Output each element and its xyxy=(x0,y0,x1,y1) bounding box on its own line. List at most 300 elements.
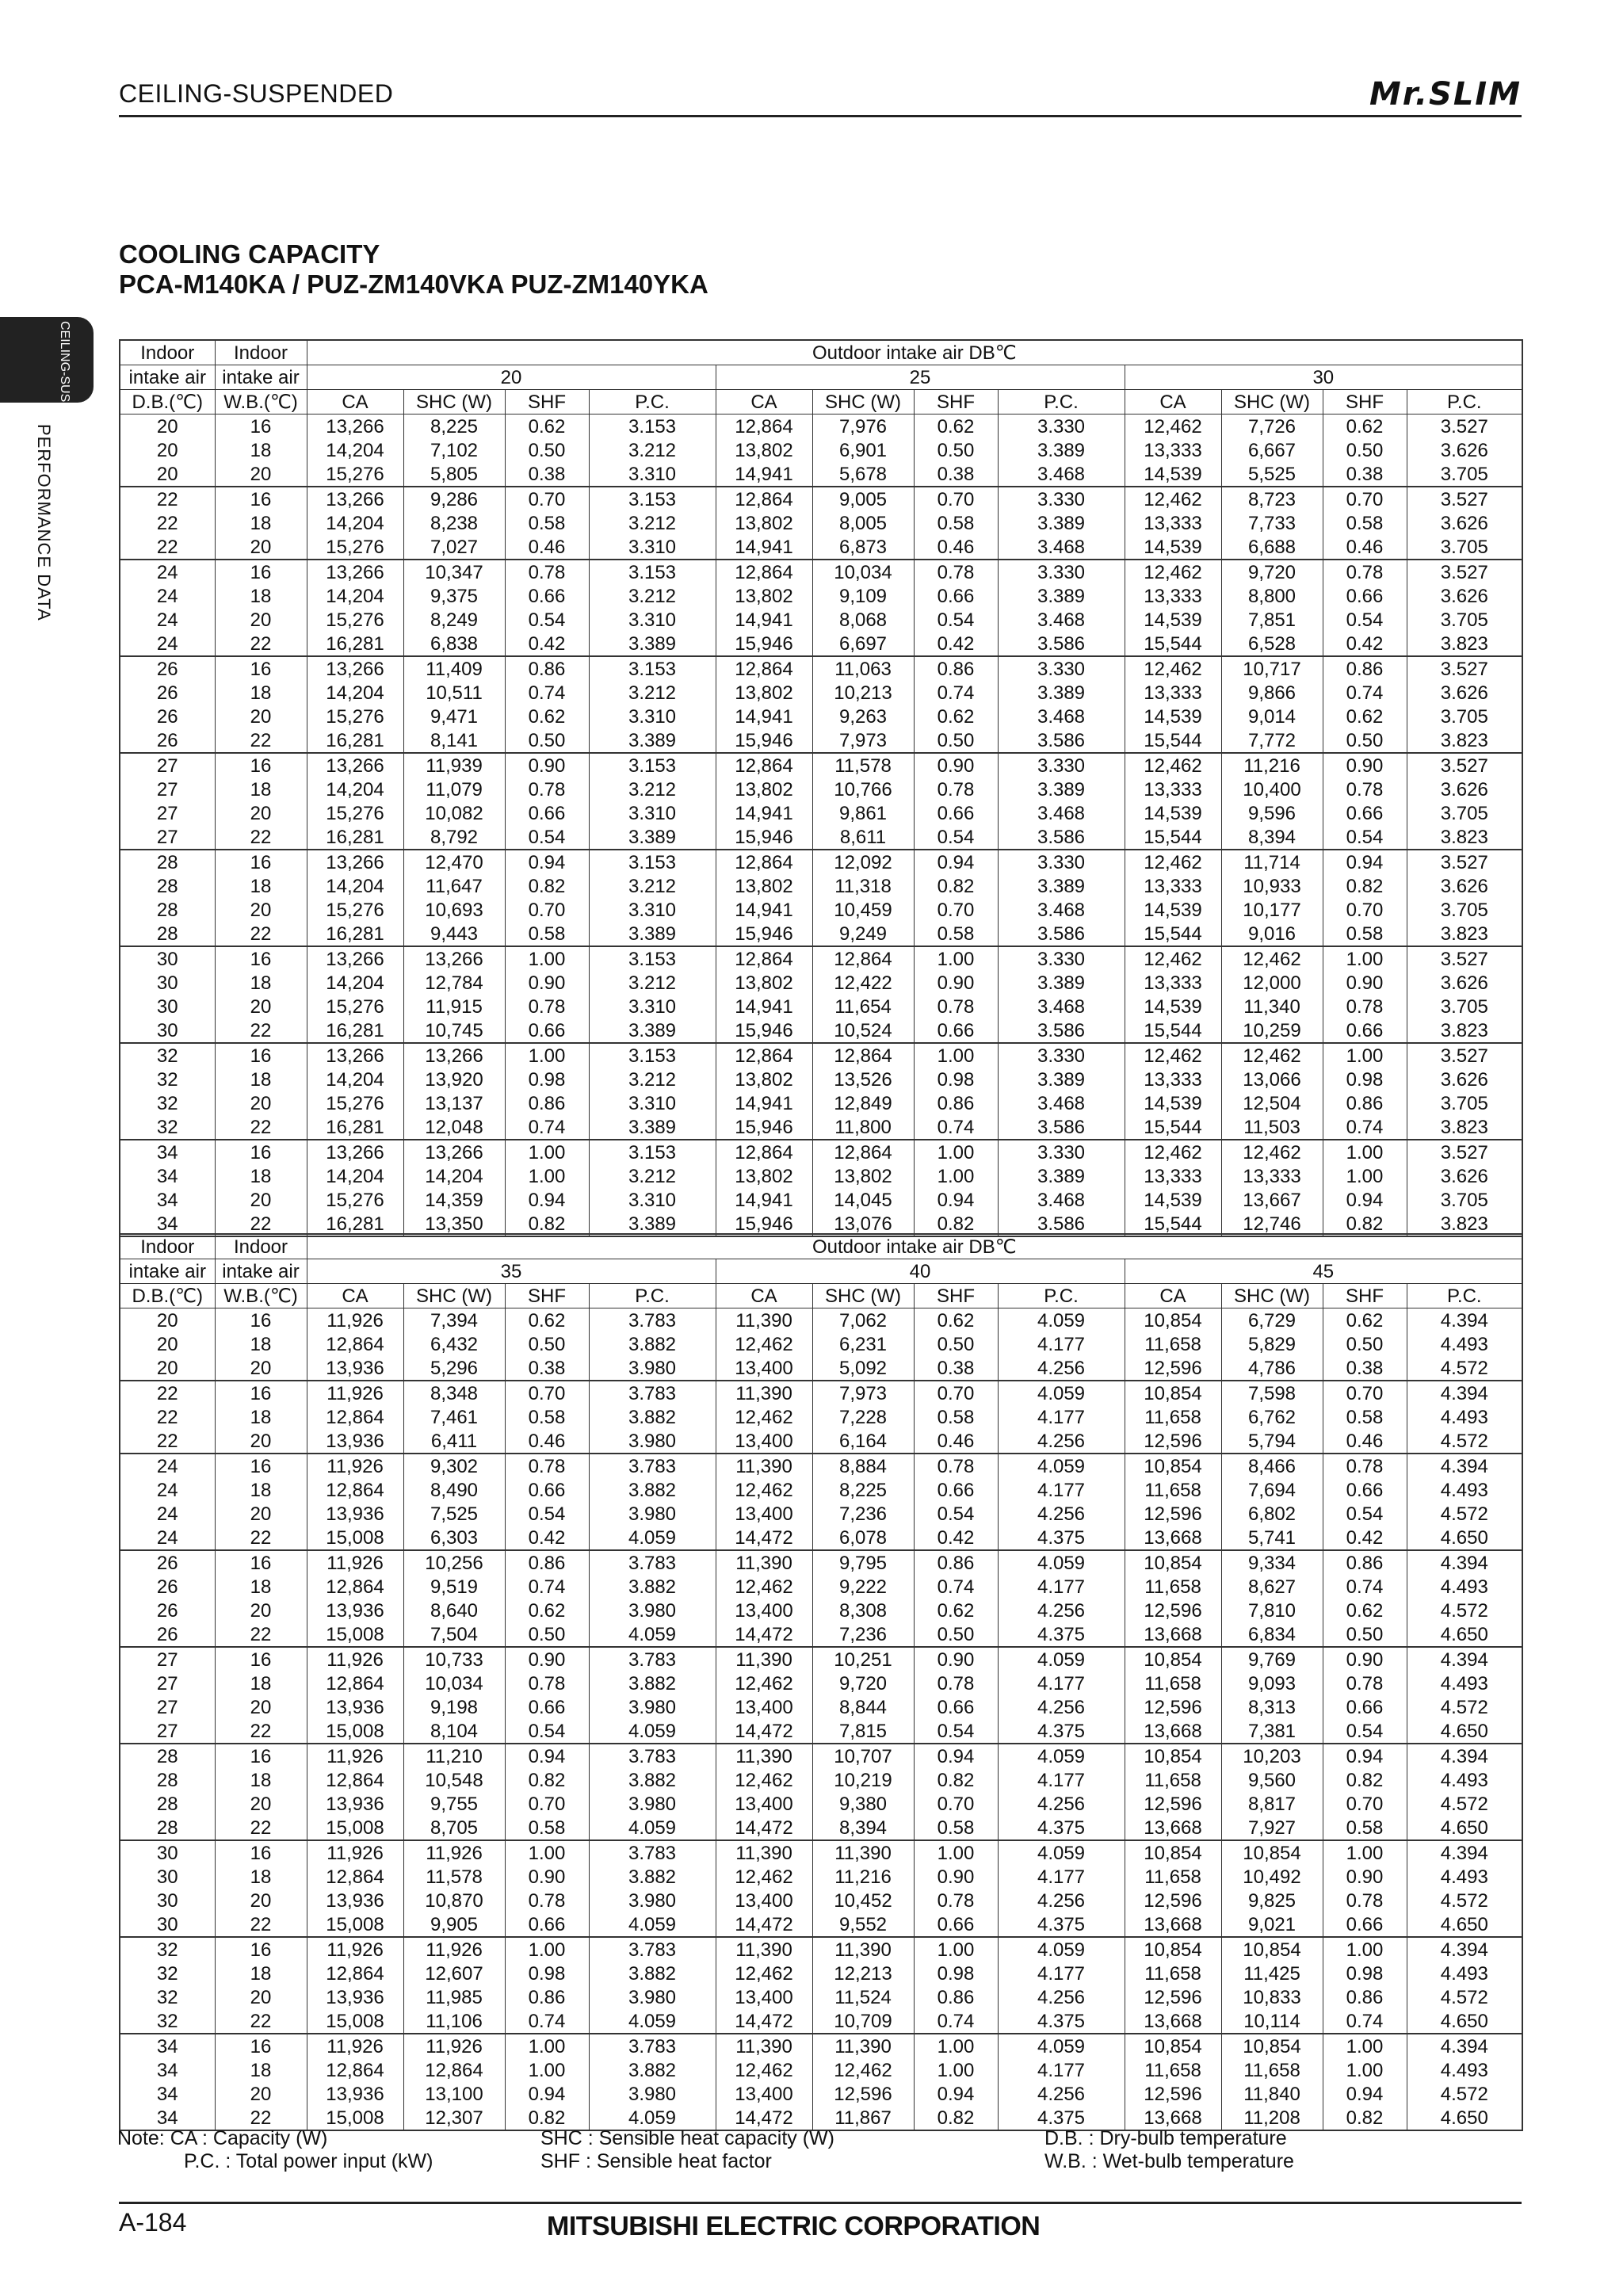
table-cell: 1.00 xyxy=(914,1140,998,1164)
table-cell: 10,854 xyxy=(1125,1381,1221,1405)
table-cell: 11,106 xyxy=(403,2009,505,2034)
table-cell: 4.375 xyxy=(998,1719,1125,1744)
table-cell: 0.50 xyxy=(505,728,589,753)
header-outdoor-temp: 45 xyxy=(1125,1259,1522,1284)
table-cell: 15,276 xyxy=(307,898,403,922)
table-cell: 9,286 xyxy=(403,487,505,511)
table-cell: 15,276 xyxy=(307,535,403,560)
table-cell: 3.823 xyxy=(1407,922,1522,946)
table-cell: 15,276 xyxy=(307,462,403,487)
table-cell: 15,008 xyxy=(307,1622,403,1647)
table-cell: 12,000 xyxy=(1221,971,1323,995)
table-cell: 4.394 xyxy=(1407,1454,1522,1478)
table-cell: 11,658 xyxy=(1125,1575,1221,1599)
table-cell: 10,219 xyxy=(812,1768,914,1792)
table-cell: 32 xyxy=(120,2009,215,2034)
table-cell: 3.980 xyxy=(589,1889,716,1912)
table-cell: 18 xyxy=(215,2058,307,2082)
table-cell: 8,249 xyxy=(403,608,505,632)
table-row xyxy=(120,1744,1522,1768)
table-cell: 0.74 xyxy=(505,1575,589,1599)
table-cell: 0.58 xyxy=(914,1405,998,1429)
table-cell: 0.82 xyxy=(505,2106,589,2130)
table-cell: 18 xyxy=(215,1164,307,1188)
table-cell: 12,470 xyxy=(403,850,505,874)
table-cell: 14,204 xyxy=(403,1164,505,1188)
table-cell: 4.650 xyxy=(1407,1526,1522,1550)
table-cell: 27 xyxy=(120,1719,215,1744)
table-cell: 14,204 xyxy=(307,1164,403,1188)
table-cell: 11,409 xyxy=(403,656,505,681)
table-cell: 20 xyxy=(215,1429,307,1454)
table-cell: 11,926 xyxy=(307,1937,403,1962)
table-cell: 9,109 xyxy=(812,584,914,608)
table-cell: 3.310 xyxy=(589,1091,716,1115)
table-cell: 3.310 xyxy=(589,1188,716,1212)
table-cell: 1.00 xyxy=(1323,1164,1407,1188)
table-cell: 3.823 xyxy=(1407,1115,1522,1140)
table-cell: 26 xyxy=(120,705,215,728)
table-cell: 3.980 xyxy=(589,1429,716,1454)
table-cell: 13,668 xyxy=(1125,1719,1221,1744)
table-cell: 0.86 xyxy=(1323,1091,1407,1115)
table-cell: 0.38 xyxy=(505,1356,589,1381)
table-row xyxy=(120,777,1522,801)
table-cell: 15,008 xyxy=(307,2009,403,2034)
table-cell: 16 xyxy=(215,753,307,777)
table-cell: 7,976 xyxy=(812,415,914,439)
table-cell: 13,802 xyxy=(716,971,812,995)
table-row xyxy=(120,438,1522,462)
table-cell: 14,539 xyxy=(1125,462,1221,487)
header-col: SHC (W) xyxy=(812,390,914,415)
table-cell: 11,926 xyxy=(307,1550,403,1575)
table-cell: 0.94 xyxy=(1323,1188,1407,1212)
table-cell: 10,511 xyxy=(403,681,505,705)
table-cell: 3.468 xyxy=(998,705,1125,728)
table-cell: 13,668 xyxy=(1125,1816,1221,1840)
table-cell: 14,359 xyxy=(403,1188,505,1212)
table-cell: 12,864 xyxy=(403,2058,505,2082)
table-cell: 4.394 xyxy=(1407,1308,1522,1333)
table-cell: 14,539 xyxy=(1125,705,1221,728)
table-cell: 0.46 xyxy=(914,535,998,560)
table-cell: 4.256 xyxy=(998,2082,1125,2106)
table-cell: 15,008 xyxy=(307,1526,403,1550)
header-col: CA xyxy=(716,1284,812,1308)
table-cell: 0.38 xyxy=(1323,1356,1407,1381)
table-row xyxy=(120,1405,1522,1429)
table-cell: 6,164 xyxy=(812,1429,914,1454)
table-cell: 0.94 xyxy=(505,1188,589,1212)
table-cell: 13,333 xyxy=(1125,584,1221,608)
table-cell: 4.177 xyxy=(998,1405,1125,1429)
table-cell: 14,941 xyxy=(716,1091,812,1115)
header-col: CA xyxy=(716,390,812,415)
table-cell: 3.783 xyxy=(589,1550,716,1575)
table-cell: 20 xyxy=(215,995,307,1018)
table-cell: 12,462 xyxy=(1125,487,1221,511)
table-cell: 0.62 xyxy=(505,415,589,439)
table-cell: 34 xyxy=(120,2058,215,2082)
table-cell: 0.82 xyxy=(505,874,589,898)
table-cell: 12,864 xyxy=(307,1575,403,1599)
table-cell: 0.90 xyxy=(914,971,998,995)
table-cell: 0.86 xyxy=(914,1985,998,2009)
table-cell: 0.66 xyxy=(914,1912,998,1937)
table-cell: 0.50 xyxy=(505,1332,589,1356)
table-cell: 4.256 xyxy=(998,1889,1125,1912)
table-row xyxy=(120,560,1522,584)
table-cell: 4.394 xyxy=(1407,1550,1522,1575)
table-cell: 16 xyxy=(215,487,307,511)
table-cell: 10,854 xyxy=(1221,2034,1323,2058)
table-cell: 15,544 xyxy=(1125,1115,1221,1140)
table-cell: 18 xyxy=(215,1068,307,1091)
table-cell: 8,225 xyxy=(403,415,505,439)
header-col: SHC (W) xyxy=(1221,1284,1323,1308)
table-cell: 12,462 xyxy=(1125,656,1221,681)
table-cell: 15,946 xyxy=(716,1018,812,1043)
table-cell: 12,462 xyxy=(716,1478,812,1502)
table-cell: 16 xyxy=(215,1381,307,1405)
header-indoor-db: Indoor xyxy=(120,1234,215,1259)
table-cell: 3.705 xyxy=(1407,462,1522,487)
table-cell: 3.882 xyxy=(589,1962,716,1985)
table-cell: 0.78 xyxy=(914,1671,998,1695)
table-cell: 3.980 xyxy=(589,1792,716,1816)
table-row xyxy=(120,1647,1522,1671)
table-cell: 16 xyxy=(215,1744,307,1768)
table-cell: 13,333 xyxy=(1125,438,1221,462)
table-cell: 4.572 xyxy=(1407,1695,1522,1719)
table-cell: 14,941 xyxy=(716,608,812,632)
table-cell: 1.00 xyxy=(1323,1043,1407,1068)
table-cell: 7,236 xyxy=(812,1502,914,1526)
table-cell: 7,694 xyxy=(1221,1478,1323,1502)
table-cell: 3.389 xyxy=(998,584,1125,608)
table-cell: 0.42 xyxy=(1323,632,1407,656)
table-cell: 9,769 xyxy=(1221,1647,1323,1671)
table-cell: 0.86 xyxy=(914,1550,998,1575)
table-cell: 0.78 xyxy=(914,777,998,801)
table-cell: 0.90 xyxy=(505,753,589,777)
table-cell: 0.50 xyxy=(1323,438,1407,462)
table-cell: 0.78 xyxy=(505,1889,589,1912)
table-cell: 9,375 xyxy=(403,584,505,608)
table-cell: 13,350 xyxy=(403,1212,505,1236)
header-col: SHF xyxy=(1323,1284,1407,1308)
table-row xyxy=(120,1381,1522,1405)
header-col: SHF xyxy=(1323,390,1407,415)
table-cell: 20 xyxy=(215,801,307,825)
table-cell: 0.78 xyxy=(1323,777,1407,801)
table-cell: 3.783 xyxy=(589,2034,716,2058)
table-row xyxy=(120,1912,1522,1937)
table-cell: 20 xyxy=(215,1695,307,1719)
table-cell: 0.86 xyxy=(1323,1985,1407,2009)
table-cell: 1.00 xyxy=(914,2058,998,2082)
table-row xyxy=(120,1091,1522,1115)
table-cell: 13,137 xyxy=(403,1091,505,1115)
table-cell: 15,276 xyxy=(307,705,403,728)
table-cell: 11,503 xyxy=(1221,1115,1323,1140)
table-cell: 4.256 xyxy=(998,1429,1125,1454)
brand-logo: Mr.SLIM xyxy=(1369,76,1522,113)
table-cell: 3.212 xyxy=(589,511,716,535)
table-cell: 15,008 xyxy=(307,1816,403,1840)
table-cell: 11,985 xyxy=(403,1985,505,2009)
table-cell: 3.153 xyxy=(589,850,716,874)
table-cell: 0.94 xyxy=(1323,2082,1407,2106)
table-cell: 4.375 xyxy=(998,2106,1125,2130)
table-cell: 10,213 xyxy=(812,681,914,705)
header-wb: W.B.(℃) xyxy=(215,390,307,415)
side-tab xyxy=(0,317,94,403)
table-cell: 0.58 xyxy=(505,1816,589,1840)
table-cell: 1.00 xyxy=(505,1043,589,1068)
table-row xyxy=(120,1599,1522,1622)
header-col: SHF xyxy=(505,390,589,415)
table-cell: 4.177 xyxy=(998,1671,1125,1695)
table-cell: 18 xyxy=(215,1478,307,1502)
table-cell: 3.153 xyxy=(589,415,716,439)
table-cell: 13,266 xyxy=(403,946,505,971)
table-cell: 13,266 xyxy=(307,1043,403,1068)
table-cell: 3.980 xyxy=(589,1695,716,1719)
table-cell: 30 xyxy=(120,1912,215,1937)
table-cell: 1.00 xyxy=(1323,2058,1407,2082)
table-cell: 0.86 xyxy=(914,1091,998,1115)
table-cell: 12,462 xyxy=(716,1575,812,1599)
table-cell: 12,462 xyxy=(716,1405,812,1429)
table-cell: 1.00 xyxy=(914,1043,998,1068)
table-cell: 28 xyxy=(120,1744,215,1768)
table-cell: 15,544 xyxy=(1125,632,1221,656)
table-cell: 14,204 xyxy=(307,511,403,535)
footer-rule xyxy=(119,2202,1522,2204)
table-cell: 6,762 xyxy=(1221,1405,1323,1429)
table-cell: 3.980 xyxy=(589,1985,716,2009)
table-cell: 34 xyxy=(120,2082,215,2106)
table-cell: 9,560 xyxy=(1221,1768,1323,1792)
table-cell: 11,390 xyxy=(716,1550,812,1575)
table-cell: 7,726 xyxy=(1221,415,1323,439)
table-cell: 30 xyxy=(120,1840,215,1865)
table-row xyxy=(120,825,1522,850)
header-col: P.C. xyxy=(589,390,716,415)
table-cell: 14,204 xyxy=(307,584,403,608)
table-cell: 13,076 xyxy=(812,1212,914,1236)
table-cell: 4.059 xyxy=(589,1622,716,1647)
table-cell: 4.493 xyxy=(1407,1671,1522,1695)
table-cell: 14,045 xyxy=(812,1188,914,1212)
table-cell: 7,973 xyxy=(812,728,914,753)
table-cell: 4.256 xyxy=(998,1792,1125,1816)
table-cell: 3.310 xyxy=(589,995,716,1018)
table-cell: 11,658 xyxy=(1221,2058,1323,2082)
table-cell: 13,266 xyxy=(403,1140,505,1164)
table-cell: 0.70 xyxy=(1323,487,1407,511)
table-cell: 11,425 xyxy=(1221,1962,1323,1985)
table-cell: 14,472 xyxy=(716,1719,812,1744)
table-cell: 7,504 xyxy=(403,1622,505,1647)
table-cell: 13,668 xyxy=(1125,2009,1221,2034)
header-indoor-db: Indoor xyxy=(120,340,215,365)
header-col: SHC (W) xyxy=(403,390,505,415)
table-cell: 0.86 xyxy=(505,1550,589,1575)
table-cell: 13,333 xyxy=(1125,874,1221,898)
table-cell: 0.94 xyxy=(914,1744,998,1768)
table-cell: 13,266 xyxy=(307,415,403,439)
table-cell: 10,707 xyxy=(812,1744,914,1768)
table-cell: 13,266 xyxy=(307,1140,403,1164)
table-cell: 27 xyxy=(120,1671,215,1695)
table-cell: 14,941 xyxy=(716,535,812,560)
table-cell: 3.527 xyxy=(1407,415,1522,439)
table-cell: 3.783 xyxy=(589,1937,716,1962)
table-cell: 13,266 xyxy=(307,753,403,777)
note-shc: SHC : Sensible heat capacity (W) xyxy=(540,2127,834,2149)
table-cell: 0.66 xyxy=(505,1478,589,1502)
table-cell: 20 xyxy=(215,1188,307,1212)
table-cell: 0.90 xyxy=(914,1647,998,1671)
table-cell: 0.66 xyxy=(505,584,589,608)
table-cell: 3.330 xyxy=(998,946,1125,971)
table-cell: 0.66 xyxy=(1323,1018,1407,1043)
table-cell: 0.62 xyxy=(1323,415,1407,439)
table-cell: 11,926 xyxy=(307,1744,403,1768)
table-cell: 16 xyxy=(215,1550,307,1575)
table-cell: 10,854 xyxy=(1125,1744,1221,1768)
table-cell: 26 xyxy=(120,1622,215,1647)
table-cell: 11,926 xyxy=(403,1840,505,1865)
table-cell: 0.46 xyxy=(505,1429,589,1454)
table-cell: 14,941 xyxy=(716,462,812,487)
table-cell: 0.50 xyxy=(505,1622,589,1647)
table-cell: 10,854 xyxy=(1221,1937,1323,1962)
table-cell: 10,833 xyxy=(1221,1985,1323,2009)
table-cell: 0.86 xyxy=(505,1985,589,2009)
table-cell: 9,222 xyxy=(812,1575,914,1599)
title-line-1: COOLING CAPACITY xyxy=(119,239,380,269)
table-cell: 11,390 xyxy=(716,1381,812,1405)
table-cell: 0.58 xyxy=(505,1405,589,1429)
table-cell: 11,390 xyxy=(812,2034,914,2058)
table-cell: 9,519 xyxy=(403,1575,505,1599)
table-cell: 0.54 xyxy=(1323,1502,1407,1526)
table-cell: 20 xyxy=(215,2082,307,2106)
table-cell: 4.256 xyxy=(998,1985,1125,2009)
table-cell: 14,539 xyxy=(1125,608,1221,632)
table-cell: 4.059 xyxy=(589,2106,716,2130)
table-cell: 16,281 xyxy=(307,1212,403,1236)
table-cell: 16 xyxy=(215,1140,307,1164)
table-row xyxy=(120,1719,1522,1744)
table-cell: 13,266 xyxy=(307,850,403,874)
table-row xyxy=(120,1478,1522,1502)
table-cell: 26 xyxy=(120,656,215,681)
table-cell: 3.527 xyxy=(1407,946,1522,971)
table-cell: 12,864 xyxy=(307,1768,403,1792)
table-cell: 4.650 xyxy=(1407,1816,1522,1840)
table-cell: 3.626 xyxy=(1407,438,1522,462)
table-row xyxy=(120,1526,1522,1550)
table-cell: 1.00 xyxy=(505,1140,589,1164)
table-cell: 3.153 xyxy=(589,656,716,681)
table-cell: 22 xyxy=(120,1429,215,1454)
table-cell: 22 xyxy=(215,2106,307,2130)
table-cell: 13,802 xyxy=(716,438,812,462)
table-cell: 10,870 xyxy=(403,1889,505,1912)
table-cell: 0.66 xyxy=(505,1018,589,1043)
table-cell: 12,864 xyxy=(716,656,812,681)
table-cell: 18 xyxy=(215,1768,307,1792)
table-row xyxy=(120,1502,1522,1526)
table-cell: 3.330 xyxy=(998,560,1125,584)
table-cell: 22 xyxy=(215,1816,307,1840)
table-cell: 12,462 xyxy=(1125,946,1221,971)
table-cell: 3.626 xyxy=(1407,681,1522,705)
table-row xyxy=(120,1622,1522,1647)
table-cell: 4,786 xyxy=(1221,1356,1323,1381)
page-number: A-184 xyxy=(119,2208,187,2237)
table-cell: 12,864 xyxy=(716,850,812,874)
table-cell: 12,462 xyxy=(1125,560,1221,584)
table-cell: 24 xyxy=(120,584,215,608)
table-cell: 3.389 xyxy=(998,1164,1125,1188)
table-cell: 3.330 xyxy=(998,850,1125,874)
header-col: CA xyxy=(1125,390,1221,415)
table-row xyxy=(120,1816,1522,1840)
table-cell: 7,525 xyxy=(403,1502,505,1526)
table-cell: 6,432 xyxy=(403,1332,505,1356)
table-cell: 3.527 xyxy=(1407,753,1522,777)
table-cell: 6,667 xyxy=(1221,438,1323,462)
table-cell: 11,654 xyxy=(812,995,914,1018)
table-cell: 13,802 xyxy=(812,1164,914,1188)
table-cell: 0.54 xyxy=(505,1719,589,1744)
table-row xyxy=(120,1550,1522,1575)
header-col: SHC (W) xyxy=(403,1284,505,1308)
table-cell: 10,114 xyxy=(1221,2009,1323,2034)
table-cell: 3.705 xyxy=(1407,1091,1522,1115)
table-cell: 12,504 xyxy=(1221,1091,1323,1115)
table-cell: 0.86 xyxy=(505,656,589,681)
table-cell: 13,802 xyxy=(716,511,812,535)
table-cell: 11,390 xyxy=(716,1308,812,1333)
table-cell: 9,249 xyxy=(812,922,914,946)
table-cell: 10,524 xyxy=(812,1018,914,1043)
table-row xyxy=(120,1188,1522,1212)
table-cell: 8,313 xyxy=(1221,1695,1323,1719)
table-cell: 16 xyxy=(215,1043,307,1068)
header-col: SHF xyxy=(914,390,998,415)
table-cell: 3.705 xyxy=(1407,705,1522,728)
table-cell: 1.00 xyxy=(1323,1840,1407,1865)
table-cell: 0.94 xyxy=(505,850,589,874)
table-cell: 12,864 xyxy=(307,1962,403,1985)
table-cell: 7,927 xyxy=(1221,1816,1323,1840)
table-cell: 10,259 xyxy=(1221,1018,1323,1043)
table-cell: 4.493 xyxy=(1407,1575,1522,1599)
table-cell: 3.980 xyxy=(589,1356,716,1381)
table-row xyxy=(120,681,1522,705)
table-cell: 4.493 xyxy=(1407,1962,1522,1985)
table-cell: 0.74 xyxy=(1323,1115,1407,1140)
table-row xyxy=(120,898,1522,922)
table-cell: 0.58 xyxy=(505,922,589,946)
